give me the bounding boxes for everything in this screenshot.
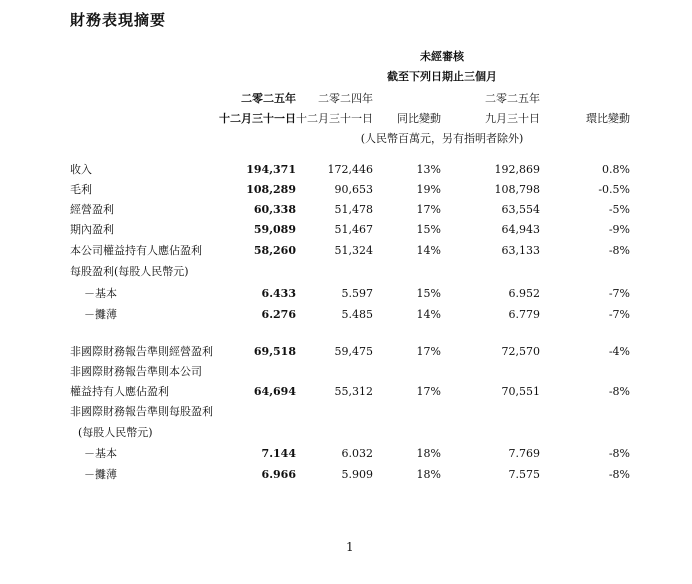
row-label: 毛利 (70, 183, 92, 196)
row-label: 非國際財務報告準則經營盈利 (70, 345, 213, 358)
value-prior-quarter: 63,554 (501, 203, 540, 216)
value-prior-year: 51,467 (334, 223, 373, 236)
table-row (0, 160, 692, 180)
table-row (0, 342, 692, 362)
value-prior-quarter: 63,133 (501, 244, 540, 257)
yoy-change: 17% (416, 203, 441, 216)
col5-qoq-header: 環比變動 (586, 112, 630, 125)
yoy-change: 14% (416, 244, 441, 257)
value-current: 58,260 (253, 244, 296, 257)
col3-yoy-header: 同比變動 (397, 112, 441, 125)
table-row (0, 465, 692, 485)
value-prior-quarter: 6.779 (508, 308, 540, 321)
unaudited-header: 未經審核 (420, 50, 464, 63)
row-label: －攤薄 (84, 308, 117, 321)
yoy-change: 17% (416, 345, 441, 358)
row-label: 經營盈利 (70, 203, 114, 216)
qoq-change: -0.5% (598, 183, 630, 196)
qoq-change: -8% (608, 385, 630, 398)
value-current: 6.276 (261, 308, 296, 321)
col2-date: 十二月三十一日 (296, 112, 373, 125)
row-label: 非國際財務報告準則本公司 (70, 365, 202, 378)
qoq-change: -8% (608, 244, 630, 257)
value-prior-quarter: 192,869 (494, 163, 540, 176)
table-row (0, 402, 692, 422)
value-prior-year: 5.485 (341, 308, 373, 321)
value-prior-quarter: 64,943 (501, 223, 540, 236)
table-row (0, 180, 692, 200)
table-row (0, 423, 692, 443)
page-title: 財務表現摘要 (70, 11, 167, 29)
qoq-change: -5% (608, 203, 630, 216)
row-label: －基本 (84, 287, 117, 300)
row-label: 權益持有人應佔盈利 (70, 385, 169, 398)
qoq-change: 0.8% (602, 163, 630, 176)
value-current: 64,694 (253, 385, 296, 398)
table-row (0, 382, 692, 402)
row-label: (每股人民幣元) (78, 426, 153, 439)
value-current: 60,338 (253, 203, 296, 216)
col4-date: 九月三十日 (485, 112, 540, 125)
value-current: 69,518 (253, 345, 296, 358)
qoq-change: -8% (608, 468, 630, 481)
value-prior-quarter: 108,798 (494, 183, 540, 196)
row-label: －攤薄 (84, 468, 117, 481)
col4-year: 二零二五年 (485, 92, 540, 105)
value-current: 6.966 (261, 468, 296, 481)
row-label: 每股盈利(每股人民幣元) (70, 265, 189, 278)
yoy-change: 15% (416, 223, 441, 236)
value-prior-year: 5.909 (341, 468, 373, 481)
yoy-change: 17% (416, 385, 441, 398)
period-header: 截至下列日期止三個月 (387, 70, 497, 83)
row-label: 期內盈利 (70, 223, 114, 236)
value-prior-quarter: 7.769 (508, 447, 540, 460)
yoy-change: 15% (416, 287, 441, 300)
table-row (0, 284, 692, 304)
value-prior-year: 5.597 (341, 287, 373, 300)
yoy-change: 18% (416, 468, 441, 481)
table-row (0, 262, 692, 282)
value-prior-year: 51,324 (334, 244, 373, 257)
col2-year: 二零二四年 (318, 92, 373, 105)
table-row (0, 444, 692, 464)
yoy-change: 13% (416, 163, 441, 176)
value-prior-year: 172,446 (327, 163, 373, 176)
qoq-change: -9% (608, 223, 630, 236)
value-prior-quarter: 6.952 (508, 287, 540, 300)
row-label: 收入 (70, 163, 92, 176)
value-prior-year: 55,312 (334, 385, 373, 398)
row-label: 非國際財務報告準則每股盈利 (70, 405, 213, 418)
table-row (0, 200, 692, 220)
value-prior-year: 6.032 (341, 447, 373, 460)
col1-date: 十二月三十一日 (219, 112, 296, 125)
qoq-change: -4% (608, 345, 630, 358)
value-prior-quarter: 70,551 (501, 385, 540, 398)
row-label: 本公司權益持有人應佔盈利 (70, 244, 202, 257)
table-row (0, 362, 692, 382)
value-prior-year: 51,478 (334, 203, 373, 216)
value-prior-year: 90,653 (334, 183, 373, 196)
yoy-change: 14% (416, 308, 441, 321)
col1-year: 二零二五年 (241, 92, 296, 105)
qoq-change: -8% (608, 447, 630, 460)
yoy-change: 19% (416, 183, 441, 196)
value-current: 7.144 (261, 447, 296, 460)
page-number: 1 (346, 540, 354, 554)
row-label: －基本 (84, 447, 117, 460)
value-current: 108,289 (246, 183, 296, 196)
value-current: 194,371 (246, 163, 296, 176)
value-current: 59,089 (253, 223, 296, 236)
unit-note: (人民幣百萬元，另有指明者除外) (360, 132, 524, 145)
value-prior-quarter: 7.575 (508, 468, 540, 481)
qoq-change: -7% (608, 287, 630, 300)
yoy-change: 18% (416, 447, 441, 460)
table-row (0, 241, 692, 261)
value-current: 6.433 (261, 287, 296, 300)
table-row (0, 305, 692, 325)
value-prior-quarter: 72,570 (501, 345, 540, 358)
qoq-change: -7% (608, 308, 630, 321)
table-row (0, 220, 692, 240)
value-prior-year: 59,475 (334, 345, 373, 358)
